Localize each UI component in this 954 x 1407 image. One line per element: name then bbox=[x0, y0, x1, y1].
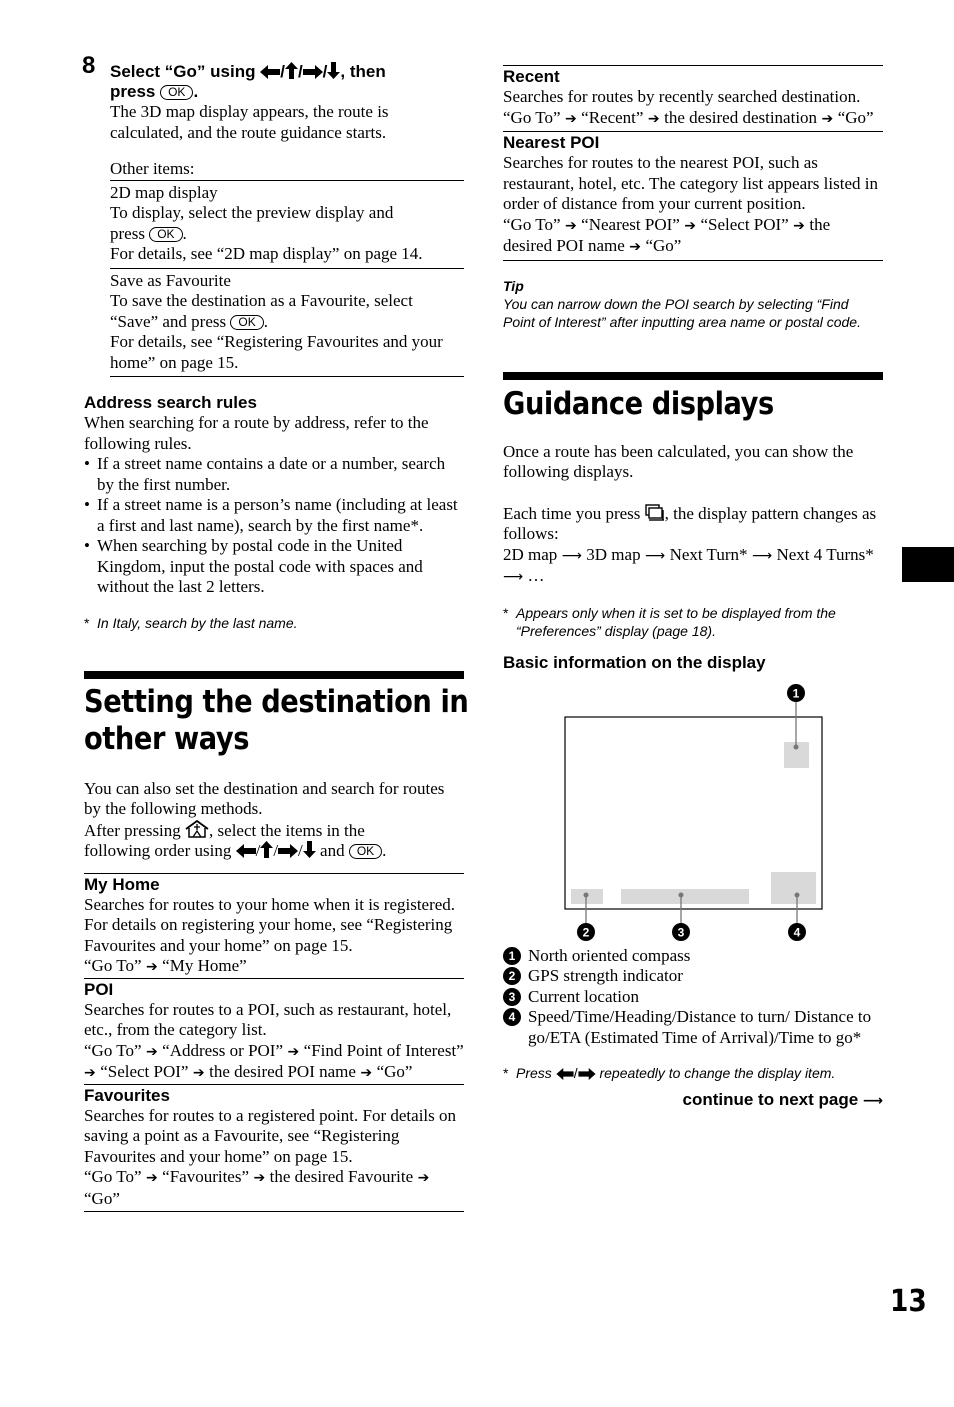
footnote-text: repeatedly to change the display item. bbox=[595, 1065, 836, 1081]
method-recent bbox=[503, 65, 883, 129]
after-text: After pressing bbox=[84, 820, 186, 840]
path-step: “Go To” bbox=[84, 1040, 142, 1060]
order-text: following order using bbox=[84, 841, 236, 860]
rule-bullet: • If a street name is a person’s name (including at least a first and last name), search by the first name*. bbox=[84, 495, 464, 536]
step-8-text: The 3D map display appears, the route is calculated, and the route guidance starts. bbox=[110, 102, 389, 142]
continue-arrow-icon: ⟶ bbox=[862, 1093, 883, 1109]
right-column bbox=[503, 65, 883, 1112]
rule bbox=[84, 1211, 464, 1212]
step-heading-then: , then bbox=[340, 62, 386, 81]
side-tab-marker bbox=[902, 547, 954, 582]
footnote-text: In Italy, search by the last name. bbox=[97, 614, 298, 631]
page-number: 13 bbox=[890, 1284, 927, 1319]
path-arrow-icon: ➔ bbox=[355, 1065, 377, 1081]
other-items-box bbox=[110, 180, 464, 378]
continue-text: continue to next page bbox=[682, 1090, 859, 1109]
basic-info-heading: Basic information on the display bbox=[503, 652, 766, 672]
legend-number: 3 bbox=[503, 988, 521, 1006]
section-setting-destination bbox=[84, 671, 469, 862]
method-path bbox=[503, 108, 883, 130]
section-after bbox=[84, 820, 464, 842]
legend-item bbox=[503, 946, 883, 967]
left-methods bbox=[84, 873, 464, 1213]
address-footnote bbox=[84, 614, 464, 632]
legend-text: GPS strength indicator bbox=[528, 966, 683, 985]
sequence-arrow-icon: ⟶ bbox=[503, 569, 528, 585]
legend-number: 1 bbox=[503, 947, 521, 965]
path-step: “Go” bbox=[376, 1062, 413, 1081]
method-text: Searches for routes by recently searched destination. bbox=[503, 87, 861, 106]
path-step: “Go” bbox=[645, 236, 682, 255]
item-press-text: “Save” and press bbox=[110, 311, 231, 331]
item-title: Save as Favourite bbox=[110, 270, 231, 290]
step-heading: Select “Go” using / / / , then press OK . bbox=[110, 62, 386, 101]
legend-item bbox=[503, 987, 883, 1008]
ok-button-icon: OK bbox=[230, 315, 263, 330]
method-heading: Recent bbox=[503, 67, 560, 86]
path-arrow-icon: ➔ bbox=[141, 1043, 163, 1060]
path-arrow-icon: ➔ bbox=[624, 239, 646, 255]
path-step: “Recent” bbox=[581, 107, 644, 127]
continue-next-page bbox=[503, 1090, 883, 1112]
section-intro: You can also set the destination and search for routes by the following methods. bbox=[84, 778, 445, 818]
path-arrow-icon: ➔ bbox=[188, 1065, 210, 1081]
path-step: “Go To” bbox=[84, 1167, 142, 1186]
footnote-text: Press bbox=[516, 1065, 556, 1081]
path-step: “Address or POI” bbox=[162, 1040, 284, 1060]
tip-title: Tip bbox=[503, 277, 524, 294]
method-heading: Favourites bbox=[84, 1085, 170, 1105]
guidance-intro: Once a route has been calculated, you can show the following displays. bbox=[503, 441, 854, 481]
rule bbox=[503, 260, 883, 261]
item-details: For details, see “Registering Favourites and your home” on page 15. bbox=[110, 332, 443, 372]
method-text: Searches for routes to a registered point. For details on saving a point as a Favourite, see “Registering Favourites and your home” on page 15. bbox=[84, 1105, 457, 1166]
other-items-label: Other items: bbox=[110, 159, 195, 178]
path-arrow-icon: ➔ bbox=[84, 1065, 101, 1081]
step-heading-press: press bbox=[110, 82, 161, 101]
method-path bbox=[84, 1167, 464, 1209]
each-text: , the display pattern changes as follows: bbox=[503, 503, 877, 543]
path-step: “Select POI” bbox=[100, 1062, 189, 1081]
item-press-line: “Save” and press OK . bbox=[110, 311, 268, 331]
address-rules-intro: When searching for a route by address, refer to the following rules. bbox=[84, 413, 429, 453]
sequence-arrow-icon: ⟶ bbox=[640, 547, 670, 564]
step-8 bbox=[82, 52, 464, 377]
ok-button-icon: OK bbox=[349, 844, 382, 859]
legend-text: Speed/Time/Heading/Distance to turn/ Distance to go/ETA (Estimated Time of Arrival)/Time to go* bbox=[528, 1007, 872, 1047]
item-text: To save the destination as a Favourite, select bbox=[110, 291, 413, 310]
legend-number: 4 bbox=[503, 1008, 521, 1026]
sequence-step: 2D map bbox=[503, 544, 558, 564]
arrow-left-icon bbox=[556, 1068, 574, 1080]
method-text: Searches for routes to your home when it is registered. For details on registering your home, see “Registering Favourites and your home” on page 15. bbox=[84, 894, 456, 955]
path-arrow-icon: ➔ bbox=[817, 110, 838, 127]
method-nearest-poi bbox=[503, 131, 883, 258]
path-arrow-icon: ➔ bbox=[413, 1170, 430, 1186]
arrow-down-icon bbox=[327, 62, 340, 79]
direction-arrows: / / / bbox=[236, 841, 316, 860]
order-text: . bbox=[382, 841, 387, 860]
path-step: “My Home” bbox=[162, 956, 247, 975]
step-heading-text: Select “Go” using bbox=[110, 62, 261, 81]
arrow-up-icon bbox=[285, 62, 298, 79]
sequence-step: Next 4 Turns* bbox=[776, 544, 874, 564]
path-step: “Favourites” bbox=[162, 1167, 250, 1186]
legend-text: North oriented compass bbox=[528, 945, 691, 965]
path-step: the desired destination bbox=[664, 107, 818, 127]
home-icon bbox=[185, 820, 209, 838]
direction-arrows: / / / bbox=[260, 62, 340, 81]
section-guidance bbox=[503, 372, 883, 1112]
path-arrow-icon: ➔ bbox=[141, 959, 163, 975]
guidance-footnote bbox=[503, 604, 883, 640]
sequence-step: … bbox=[527, 566, 545, 585]
path-step: “Select POI” bbox=[700, 214, 789, 234]
each-text: Each time you press bbox=[503, 503, 645, 523]
item-2d-map bbox=[110, 181, 464, 268]
address-rules-heading: Address search rules bbox=[84, 393, 257, 412]
sequence-arrow-icon: ⟶ bbox=[747, 547, 777, 564]
callout-number: 3 bbox=[677, 925, 685, 939]
display-footnote: * Press / repeatedly to change the display item. bbox=[503, 1065, 836, 1081]
callout-dot bbox=[584, 892, 589, 897]
legend-text: Current location bbox=[528, 986, 639, 1006]
path-step: “Go To” bbox=[503, 214, 561, 234]
legend bbox=[503, 946, 883, 1049]
display-diagram bbox=[503, 679, 883, 944]
item-press-text: press bbox=[110, 223, 150, 243]
section-rule bbox=[503, 372, 883, 380]
rule-bullet: • When searching by postal code in the United Kingdom, input the postal code with spaces and without the last 2 letters. bbox=[84, 536, 464, 598]
path-arrow-icon: ➔ bbox=[249, 1170, 270, 1186]
order-text: and bbox=[315, 841, 349, 860]
method-heading: Nearest POI bbox=[503, 133, 600, 152]
asterisk: * bbox=[503, 1065, 509, 1081]
display-sequence bbox=[503, 545, 883, 588]
path-step: “Go” bbox=[837, 107, 874, 127]
info-area bbox=[771, 872, 816, 904]
callout-number: 2 bbox=[582, 925, 590, 939]
method-text: Searches for routes to a POI, such as restaurant, hotel, etc., from the category list. bbox=[84, 999, 452, 1039]
method-heading: POI bbox=[84, 979, 114, 999]
sequence-step: Next Turn* bbox=[669, 544, 748, 564]
tip-text: You can narrow down the POI search by selecting “Find Point of Interest” after inputting area name or postal code. bbox=[503, 295, 861, 330]
path-step: the desired POI name bbox=[209, 1062, 356, 1081]
sequence-arrow-icon: ⟶ bbox=[557, 547, 587, 564]
asterisk: * bbox=[84, 614, 90, 631]
item-title: 2D map display bbox=[110, 182, 218, 202]
arrow-up-icon bbox=[260, 841, 273, 858]
item-details: For details, see “2D map display” on page 14. bbox=[110, 244, 423, 263]
arrow-right-icon bbox=[303, 65, 323, 79]
asterisk: * bbox=[503, 604, 509, 621]
path-step: “Go To” bbox=[503, 107, 561, 127]
path-arrow-icon: ➔ bbox=[283, 1043, 304, 1060]
method-text: Searches for routes to the nearest POI, such as restaurant, hotel, etc. The category list appears listed in order of distance from your current position. bbox=[503, 153, 878, 213]
method-path bbox=[84, 956, 464, 978]
step-number: 8 bbox=[82, 52, 96, 79]
ok-button-icon: OK bbox=[160, 85, 193, 100]
section-rule bbox=[84, 671, 464, 679]
method-poi bbox=[84, 978, 464, 1084]
method-path bbox=[503, 215, 883, 258]
path-step: “Go To” bbox=[84, 956, 142, 975]
item-press-line: press OK . bbox=[110, 223, 187, 243]
callout-dot bbox=[679, 892, 684, 897]
callout-number: 4 bbox=[793, 925, 801, 939]
callout-number: 1 bbox=[792, 686, 800, 700]
section-title-line: Setting the destination in bbox=[84, 683, 469, 720]
path-arrow-icon: ➔ bbox=[560, 217, 582, 234]
path-step: “Go” bbox=[84, 1188, 120, 1208]
arrow-left-icon bbox=[260, 65, 280, 79]
path-step: “Nearest POI” bbox=[581, 214, 680, 234]
legend-number: 2 bbox=[503, 967, 521, 985]
method-my-home bbox=[84, 873, 464, 978]
section-title-line: other ways bbox=[84, 720, 250, 757]
method-heading: My Home bbox=[84, 874, 160, 894]
sequence-step: 3D map bbox=[586, 544, 641, 564]
ok-button-icon: OK bbox=[149, 227, 182, 242]
path-arrow-icon: ➔ bbox=[643, 110, 665, 127]
location-area bbox=[621, 889, 749, 904]
left-column bbox=[82, 52, 469, 1212]
legend-item bbox=[503, 1007, 883, 1048]
method-path bbox=[84, 1041, 464, 1084]
method-favourites bbox=[84, 1084, 464, 1210]
display-diagram-svg bbox=[503, 679, 883, 944]
path-arrow-icon: ➔ bbox=[141, 1170, 163, 1186]
callout-dot bbox=[794, 744, 799, 749]
path-arrow-icon: ➔ bbox=[679, 217, 701, 234]
item-save-favourite bbox=[110, 268, 464, 377]
guidance-title: Guidance displays bbox=[503, 385, 774, 422]
display-mode-icon bbox=[645, 504, 665, 521]
tip-box bbox=[503, 277, 883, 332]
after-text: , select the items in the bbox=[209, 820, 365, 840]
path-step: the desired Favourite bbox=[269, 1167, 414, 1186]
arrow-right-icon bbox=[278, 844, 298, 858]
section-order bbox=[84, 841, 464, 862]
arrow-down-icon bbox=[303, 841, 316, 858]
rule-bullet: • If a street name contains a date or a number, search by the first number. bbox=[84, 454, 464, 495]
path-arrow-icon: ➔ bbox=[788, 217, 810, 234]
arrow-left-icon bbox=[236, 844, 256, 858]
arrow-right-icon bbox=[578, 1068, 596, 1080]
item-text: To display, select the preview display and bbox=[110, 203, 394, 222]
section-title bbox=[84, 683, 469, 758]
callout-dot bbox=[795, 892, 800, 897]
legend-item bbox=[503, 966, 883, 987]
guidance-each bbox=[503, 504, 883, 545]
path-arrow-icon: ➔ bbox=[560, 110, 582, 127]
address-search-rules bbox=[84, 393, 464, 632]
path-step: “Find Point of Interest” bbox=[303, 1040, 464, 1060]
footnote-text: Appears only when it is set to be displayed from the “Preferences” display (page 18). bbox=[516, 604, 836, 639]
path-step: the desired POI name bbox=[503, 214, 831, 255]
